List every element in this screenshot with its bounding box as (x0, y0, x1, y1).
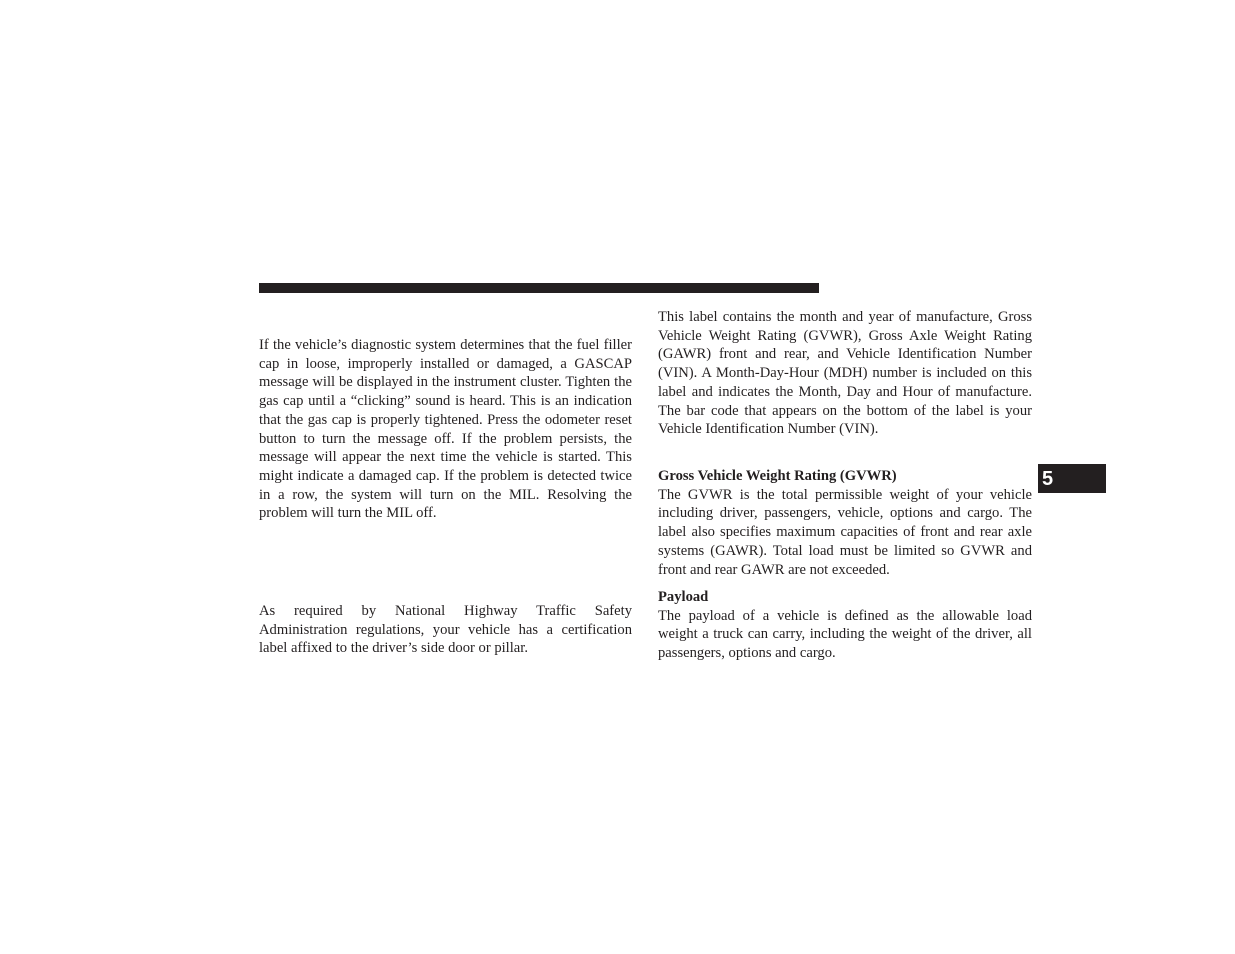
section-header-rule (259, 283, 819, 293)
certification-paragraph: As required by National Highway Traffic Safety Administration regulations, your vehicle has a certification label affixed to the driver’s side door or pillar. (259, 603, 632, 657)
payload-paragraph: The payload of a vehicle is defined as the allowable load weight a truck can carry, including the weight of the driver, all passengers, options and cargo. (658, 607, 1032, 662)
gvwr-heading: Gross Vehicle Weight Rating (GVWR) (658, 468, 897, 484)
left-column-certification (259, 602, 632, 658)
payload-heading: Payload (658, 589, 709, 605)
right-column-gvwr (658, 467, 1032, 579)
right-column-label-info (658, 308, 1032, 439)
right-column-payload (658, 588, 1032, 663)
chapter-tab (1038, 464, 1106, 493)
label-paragraph: This label contains the month and year of manufacture, Gross Vehicle Weight Rating (GVWR), Gross Axle Weight Rating (GAWR) front and rear, and Vehicle Identification Number (VIN). A Month-Day-Hour (MDH) number is included on this label and indicates the Month, Day and Hour of manufacture. The bar code that appears on the bottom of the label is your Vehicle Identification Number (VIN). (658, 309, 1032, 438)
gascap-paragraph: If the vehicle’s diagnostic system determines that the fuel filler cap in loose, improperly installed or damaged, a GASCAP message will be displayed in the instrument cluster. Tighten the gas cap until a “clicking” sound is heard. This is an indication that the gas cap is properly tightened. Press the odometer reset button to turn the message off. If the problem persists, the message will appear the next time the vehicle is started. This might indicate a damaged cap. If the problem is detected twice in a row, the system will turn on the MIL. Resolving the problem will turn the MIL off. (259, 337, 632, 522)
left-column-gascap (259, 336, 632, 523)
gvwr-paragraph: The GVWR is the total permissible weight of your vehicle including driver, passengers, vehicle, options and cargo. The label also specifies maximum capacities of front and rear axle systems (GAWR). Total load must be limited so GVWR and front and rear GAWR are not exceeded. (658, 486, 1032, 578)
chapter-number: 5 (1042, 468, 1054, 490)
